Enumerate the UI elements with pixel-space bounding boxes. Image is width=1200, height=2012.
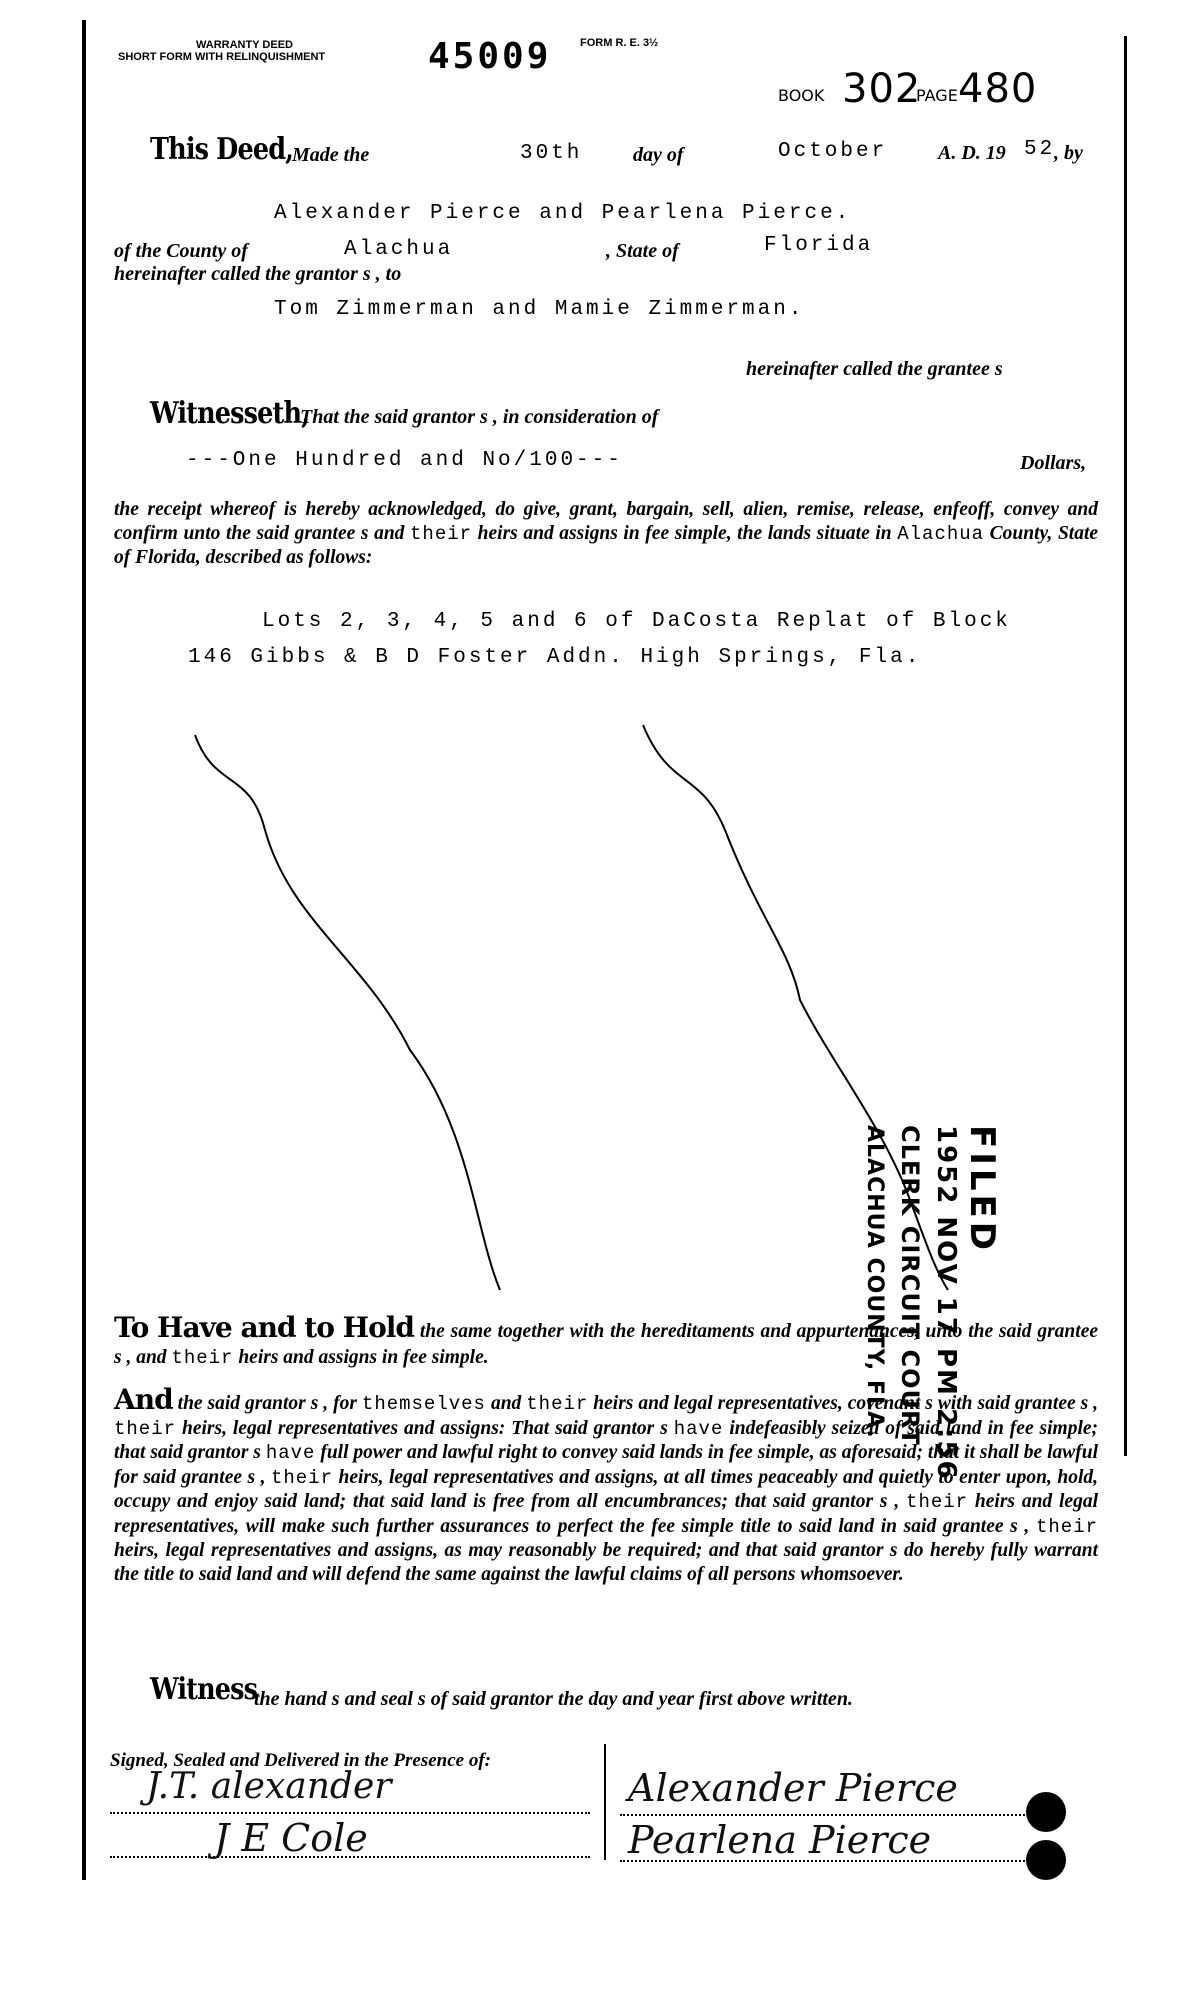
right-margin-bar bbox=[1124, 36, 1127, 1456]
form-code: FORM R. E. 3½ bbox=[580, 37, 659, 49]
granting-their: their bbox=[410, 522, 473, 545]
stamp-county: ALACHUA COUNTY, FLA. bbox=[862, 1125, 887, 1439]
day-of-label: day of bbox=[633, 144, 684, 166]
granting-county: Alachua bbox=[897, 522, 985, 545]
description-line1: Lots 2, 3, 4, 5 and 6 of DaCosta Replat of Block bbox=[262, 610, 1011, 633]
grantor-county: Alachua bbox=[344, 238, 454, 261]
signature-divider bbox=[604, 1744, 606, 1860]
grantor1-signature: Alexander Pierce bbox=[628, 1766, 958, 1810]
witness-text: the hand s and seal s of said grantor the day and year first above written. bbox=[254, 1688, 853, 1710]
stamp-filed: FILED bbox=[962, 1125, 1002, 1254]
dollars-label: Dollars, bbox=[1020, 452, 1087, 474]
witness1-line bbox=[110, 1812, 590, 1814]
grantor-names: Alexander Pierce and Pearlena Pierce. bbox=[274, 202, 852, 225]
book-number: 302 bbox=[842, 66, 922, 112]
witnesseth-heading: Witnesseth, bbox=[150, 396, 310, 431]
county-label: of the County of bbox=[114, 240, 248, 262]
grantor2-signature: Pearlena Pierce bbox=[628, 1818, 932, 1862]
by-label: , by bbox=[1054, 142, 1083, 164]
consideration-amount: ---One Hundred and No/100--- bbox=[186, 449, 623, 472]
form-title-line2: SHORT FORM WITH RELINQUISHMENT bbox=[118, 51, 326, 63]
grantor1-seal bbox=[1026, 1792, 1066, 1832]
witness2-signature: J E Cole bbox=[214, 1816, 368, 1860]
grantor2-line bbox=[620, 1860, 1040, 1862]
description-line2: 146 Gibbs & B D Foster Addn. High Springs, Fla. bbox=[188, 646, 922, 669]
deed-year: 52 bbox=[1024, 138, 1056, 161]
grantor-state: Florida bbox=[764, 234, 874, 257]
deed-month: October bbox=[778, 140, 888, 163]
grantee-called: hereinafter called the grantee s bbox=[746, 358, 1003, 380]
page-number: 480 bbox=[958, 66, 1038, 112]
form-title-line1: WARRANTY DEED bbox=[196, 39, 293, 51]
deed-day: 30th bbox=[520, 142, 583, 165]
presence-label: Signed, Sealed and Delivered in the Presence of: bbox=[110, 1750, 492, 1771]
stamp-clerk: CLERK CIRCUIT COURT bbox=[896, 1125, 924, 1446]
grantor-called: hereinafter called the grantor s , to bbox=[114, 263, 402, 285]
left-margin-bar bbox=[82, 20, 86, 1880]
witnesseth-text: That the said grantor s , in consideration of bbox=[300, 406, 659, 428]
book-label: BOOK bbox=[778, 86, 825, 105]
granting-clause: the receipt whereof is hereby acknowledged, do give, grant, bargain, sell, alien, remise, release, enfeoff, convey and confirm unto the said grantee s and their heirs and assigns in fee simple, the lands situate in Alachua County, State of Florida, described as follows: bbox=[114, 499, 1099, 568]
covenant-clause: And the said grantor s , for themselves and their heirs and legal representatives, covenant s with said grantee s , their heirs, legal representatives and assigns: That said grantor s have indefeasibly seized of said land in fee simple; that said grantor s have full power and lawful right to convey said lands in fee simple, as aforesaid; that it shall be lawful for said grantee s , their heirs, legal representatives and assigns, at all times peaceably and quietly to enter upon, hold, occupy and enjoy said land; that said land is free from all encumbrances; that said grantor s , their heirs and legal representatives, will make such further assurances to perfect the fee simple title to said land in said grantee s , their heirs, legal representatives and assigns, as may reasonably be required; and that said grantor s do hereby fully warrant the title to said land and will defend the same against the lawful claims of all persons whomsoever. bbox=[114, 1383, 1099, 1585]
stamp-datetime: 1952 NOV 17 PM 2:56 bbox=[931, 1125, 961, 1481]
habendum-their: their bbox=[171, 1347, 234, 1369]
covenant-heading: And bbox=[114, 1383, 173, 1416]
witness2-line bbox=[110, 1856, 590, 1858]
made-the-label: Made the bbox=[292, 144, 370, 166]
witness-heading: Witness bbox=[150, 1672, 258, 1707]
instrument-number: 45009 bbox=[428, 36, 552, 77]
habendum-heading: To Have and to Hold bbox=[114, 1311, 415, 1344]
deed-heading: This Deed, bbox=[150, 132, 294, 167]
ad-label: A. D. 19 bbox=[938, 142, 1006, 164]
habendum-clause: To Have and to Hold the same together with the hereditaments and appurtenances, unto the said grantee s , and their heirs and assigns in fee simple. bbox=[114, 1311, 1099, 1369]
page-label: PAGE bbox=[916, 86, 958, 105]
grantee-names: Tom Zimmerman and Mamie Zimmerman. bbox=[274, 298, 805, 321]
state-label: , State of bbox=[606, 240, 679, 262]
witness1-signature: J.T. alexander bbox=[146, 1766, 392, 1807]
grantor1-line bbox=[620, 1814, 1040, 1816]
grantor2-seal bbox=[1026, 1840, 1066, 1880]
